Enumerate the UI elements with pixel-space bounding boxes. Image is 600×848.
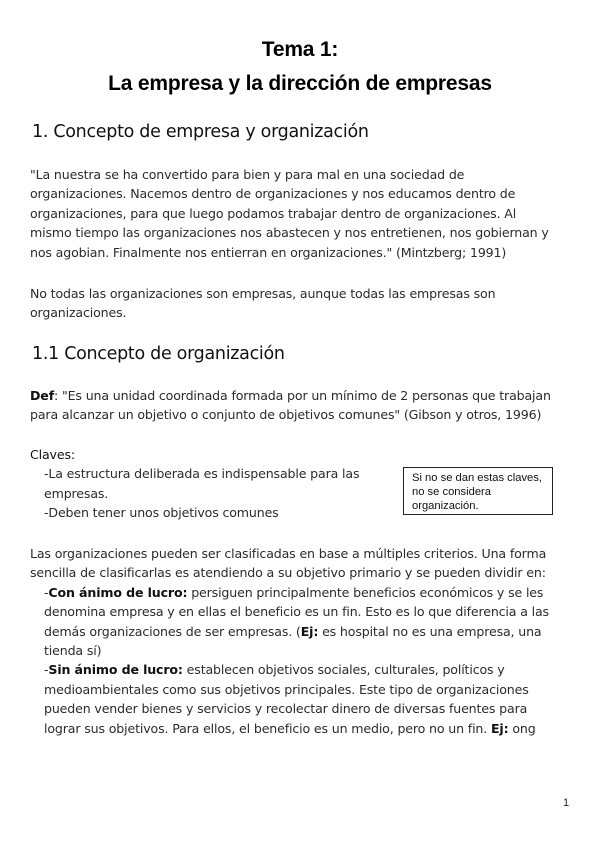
claves-item: -Deben tener unos objetivos comunes (44, 505, 279, 521)
sin-animo-text: ong (508, 720, 536, 736)
def-text: : "Es una unidad coordinada formada por un mínimo de 2 personas que trabajan (54, 388, 551, 403)
bullet-prefix: - (44, 662, 49, 678)
definition-line (30, 386, 575, 405)
con-animo-text: demás organizaciones de ser empresas. ( (44, 623, 301, 639)
claves-label: Claves: (30, 447, 75, 462)
con-animo-line (30, 583, 575, 602)
quote-paragraph (30, 165, 575, 262)
organizations-paragraph (30, 284, 575, 323)
paragraph-line: Las organizaciones pueden ser clasificadas en base a múltiples criterios. Una forma (30, 546, 547, 561)
note-box: Si no se dan estas claves, no se considera organización. (403, 467, 553, 515)
con-animo-text: es hospital no es una empresa, una (318, 623, 542, 639)
quote-line: nos agobian. Finalmente nos entierran en organizaciones." (Mintzberg; 1991) (30, 244, 507, 260)
classification-paragraph (30, 544, 575, 738)
bullet-prefix: - (44, 584, 49, 600)
paragraph-line: No todas las organizaciones son empresas, aunque todas las empresas son (30, 286, 496, 301)
ej-label: Ej: (490, 720, 509, 736)
sin-animo-text: lograr sus objetivos. Para ellos, el beneficio es un medio, pero no un fin. (44, 720, 491, 736)
claves-item: empresas. (44, 485, 109, 501)
sin-animo-label: Sin ánimo de lucro: (48, 662, 183, 678)
document-title-line2: La empresa y la dirección de empresas (108, 72, 492, 95)
paragraph-line: sencilla de clasificarlas es atendiendo a su objetivo primario y se pueden dividir en: (30, 565, 546, 581)
sin-animo-line (30, 719, 575, 738)
section1-heading: 1. Concepto de empresa y organización (32, 122, 369, 142)
claves-item: -La estructura deliberada es indispensable para las (44, 466, 360, 482)
sin-animo-line: pueden vender bienes y servicios y recolectar dinero de diversas fuentes para (44, 701, 528, 717)
con-animo-line: denomina empresa y en ellas el beneficio es un fin. Esto es lo que diferencia a las (44, 604, 549, 620)
quote-line: "La nuestra se ha convertido para bien y para mal en una sociedad de (30, 167, 465, 182)
quote-line: organizaciones. Nacemos dentro de organizaciones y nos educamos dentro de (30, 186, 516, 202)
sin-animo-line: medioambientales como sus objetivos principales. Este tipo de organizaciones (44, 681, 529, 697)
document-title-line1: Tema 1: (261, 38, 339, 61)
quote-line: organizaciones, para que luego podamos trabajar dentro de organizaciones. Al (30, 205, 517, 221)
ej-label: Ej: (300, 623, 319, 639)
section11-heading: 1.1 Concepto de organización (32, 344, 285, 364)
con-animo-label: Con ánimo de lucro: (48, 584, 188, 600)
sin-animo-line (30, 660, 575, 679)
def-label: Def (30, 388, 55, 403)
quote-line: mismo tiempo las organizaciones nos abastecen y nos entretienen, nos gobiernan y (30, 225, 549, 241)
paragraph-line: organizaciones. (30, 305, 127, 321)
definition-paragraph (30, 386, 575, 425)
definition-line: para alcanzar un objetivo o conjunto de objetivos comunes" (Gibson y otros, 1996) (30, 407, 542, 423)
con-animo-line: tienda sí) (44, 643, 102, 659)
sin-animo-text: establecen objetivos sociales, culturales, políticos y (182, 662, 505, 678)
con-animo-line (30, 622, 575, 641)
page-number: 1 (563, 797, 570, 809)
con-animo-text: persiguen principalmente beneficios económicos y se les (187, 584, 544, 600)
